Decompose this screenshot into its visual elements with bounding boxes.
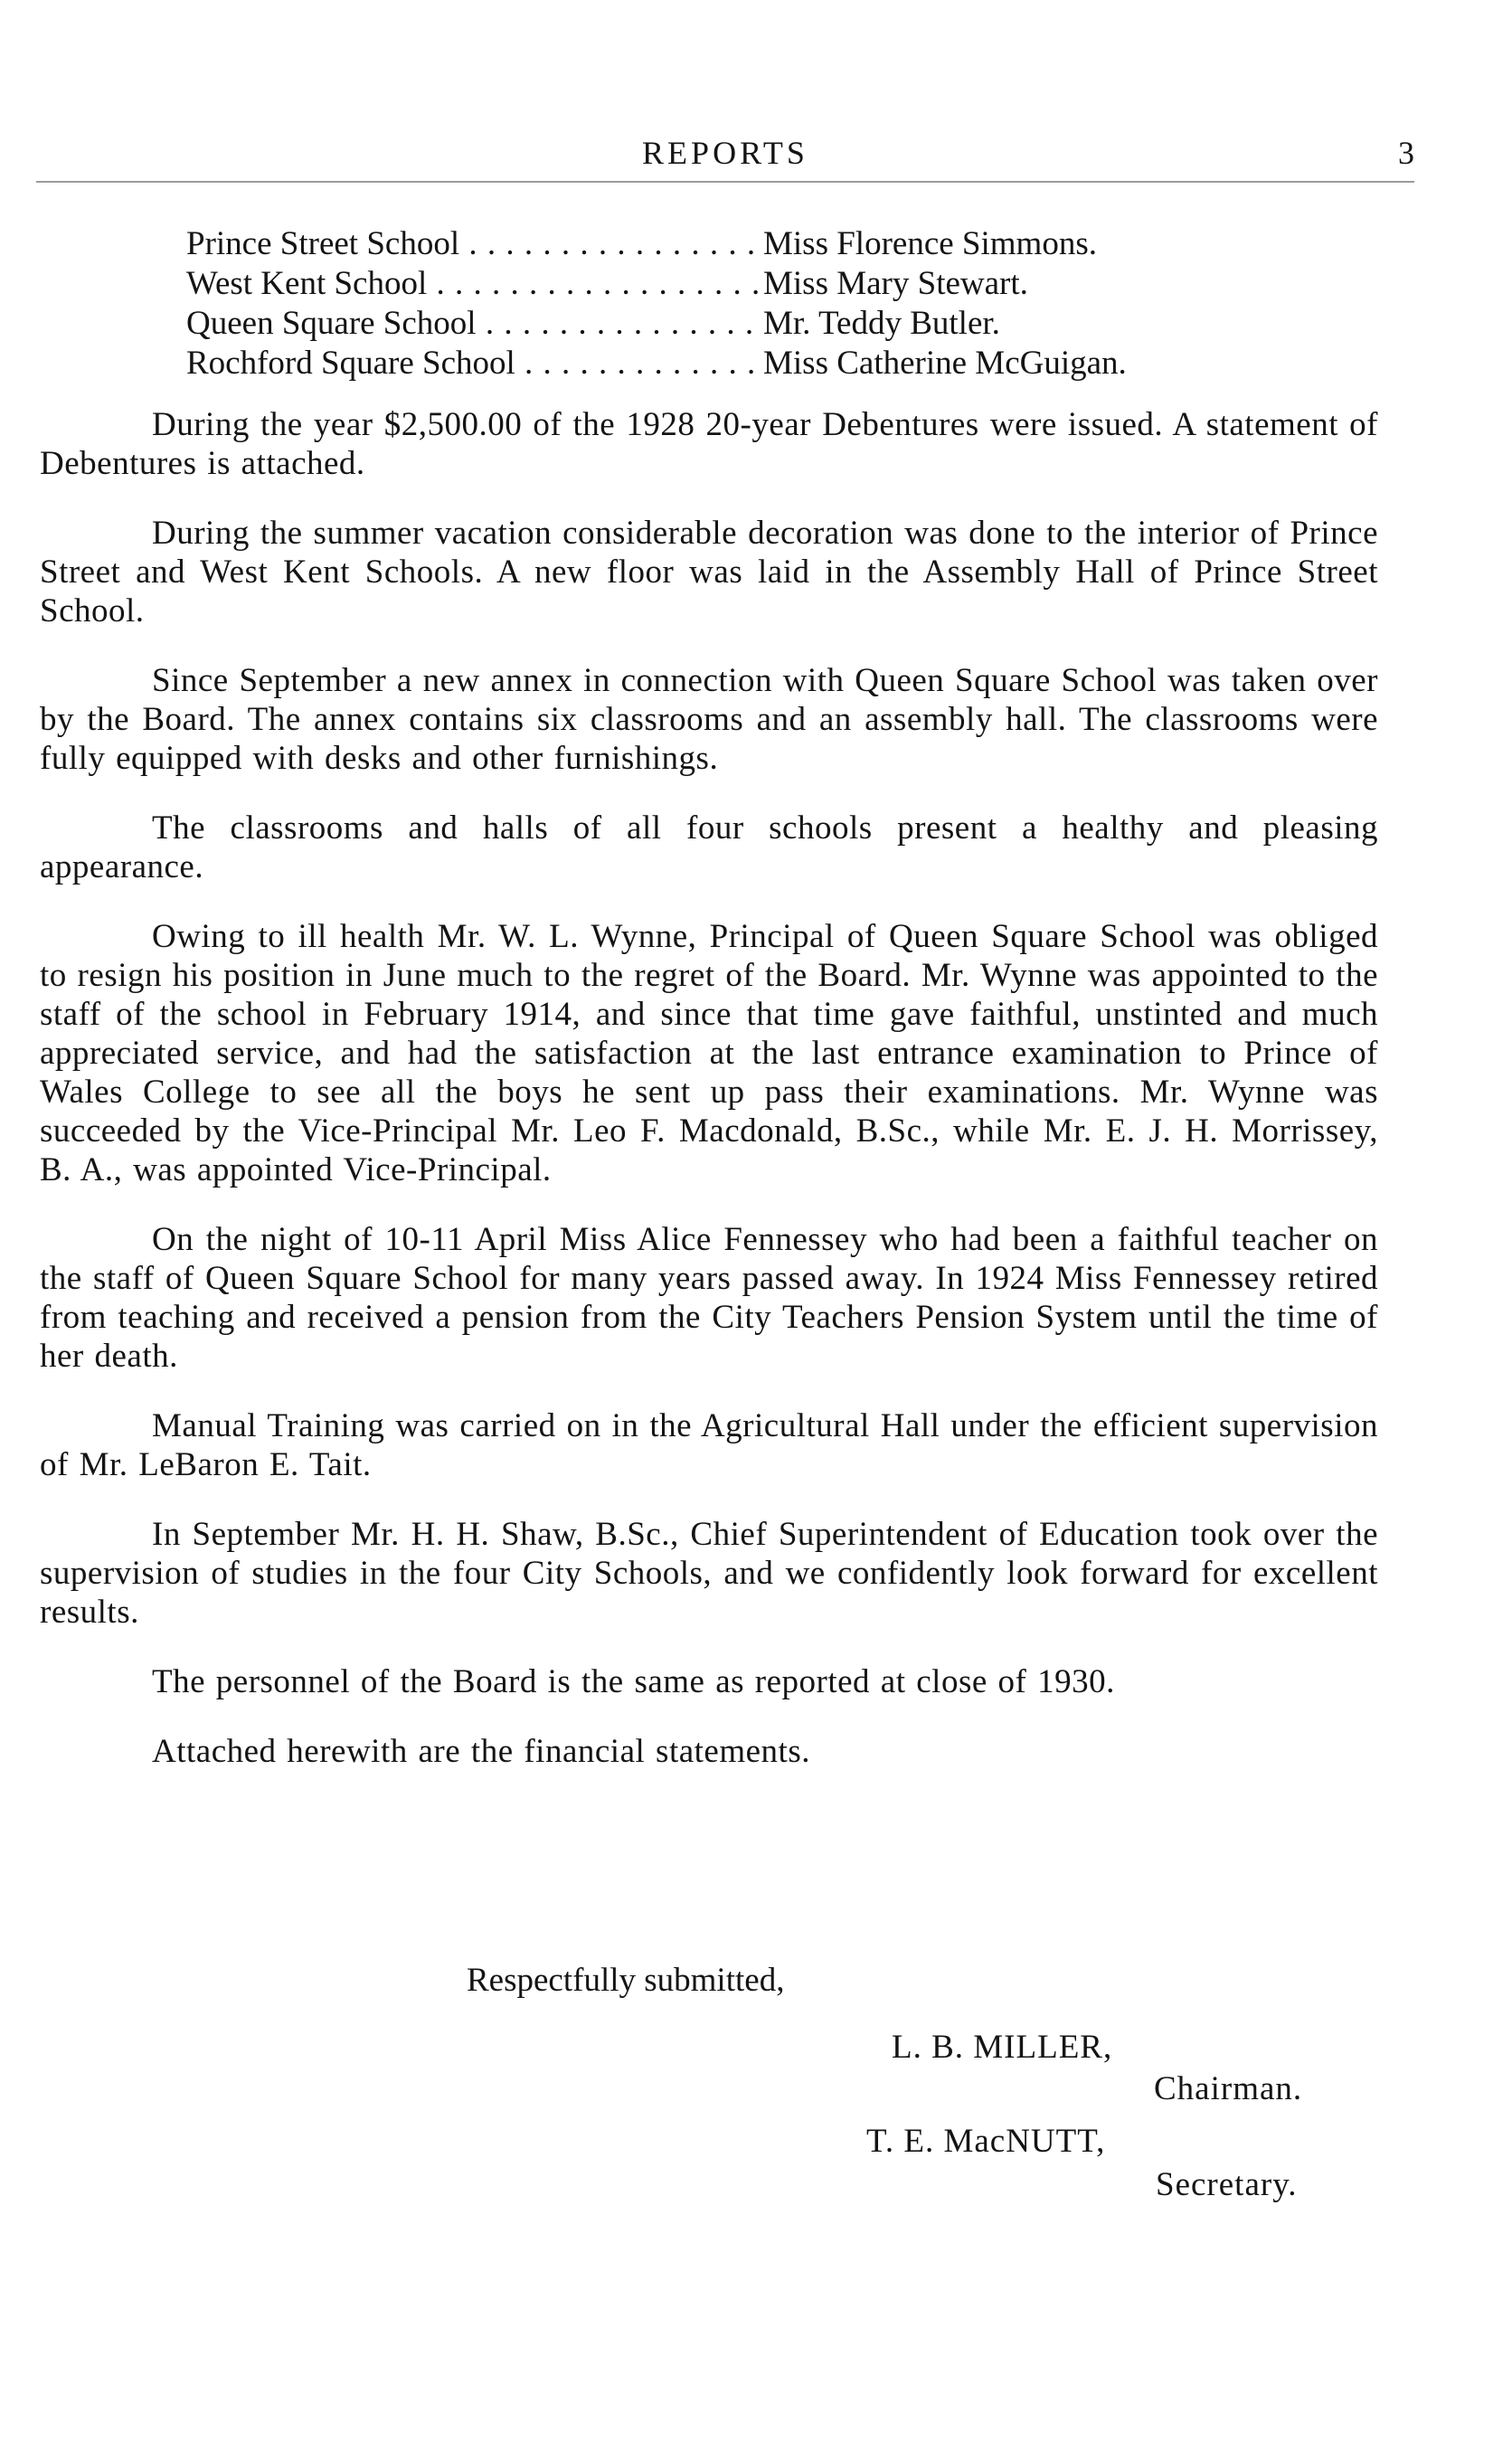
paragraph-fennessey: On the night of 10-11 April Miss Alice Fennessey who had been a faithful teacher on the staff of Queen Square School for many years passed away. In 1924 Miss Fennessey retired from teaching and received a pension from the City Teachers Pension System until the time of her death. [40,1221,1378,1375]
paragraph-appearance: The classrooms and halls of all four schools present a healthy and pleasing appearance. [40,809,1378,885]
paragraph-supervision: In September Mr. H. H. Shaw, B.Sc., Chief Superintendent of Education took over the supervision of studies in the four City Schools, and we confidently look forward for excellent results. [40,1516,1378,1631]
paragraph-debentures: During the year $2,500.00 of the 1928 20-year Debentures were issued. A statement of Debentures is attached. [40,406,1378,482]
header-rule [36,181,1414,183]
paragraph-wynne: Owing to ill health Mr. W. L. Wynne, Principal of Queen Square School was obliged to resign his position in June much to the regret of the Board. Mr. Wynne was appointed to the staff of the school in February 1914, and since that time gave faithful, unstinted and much appreciated service, and had the satisfaction at the last entrance examination to Prince of Wales College to see all the boys he sent up pass their examinations. Mr. Wynne was succeeded by the Vice-Principal Mr. Leo F. Macdonald, B.Sc., while Mr. E. J. H. Morrissey, B. A., was appointed Vice-Principal. [40,918,1378,1188]
school-name: Queen Square School . . . [186,304,758,344]
school-row [186,304,1127,344]
school-row [186,224,1127,264]
paragraph-statements: Attached herewith are the financial statements. [152,1733,810,1770]
running-head: REPORTS [642,135,808,171]
teacher-name: Mr. Teddy Butler. [763,305,1000,342]
teacher-name: Miss Catherine McGuigan. [763,345,1127,382]
teacher-name: Miss Mary Stewart. [763,265,1028,302]
school-name: West Kent School . . . [186,264,758,304]
signature-title: Secretary. [1156,2166,1298,2203]
paragraph-annex: Since September a new annex in connection with Queen Square School was taken over by the Board. The annex contains six classrooms and an assembly hall. The classrooms were fully equipped with desks and other furnishings. [40,662,1378,777]
signature-name: L. B. MILLER, [892,2029,1113,2066]
closing-line: Respectfully submitted, [467,1962,785,1999]
school-name: Prince Street School . . . [186,224,758,264]
school-name: Rochford Square School . . . [186,344,758,383]
school-row [186,264,1127,304]
paragraph-manual-training: Manual Training was carried on in the Agricultural Hall under the efficient supervision of Mr. LeBaron E. Tait. [40,1407,1378,1483]
school-list [186,224,1127,383]
page-number: 3 [1398,135,1414,171]
signature-title: Chairman. [1154,2070,1303,2107]
report-body [40,405,1378,1802]
school-row [186,344,1127,383]
paragraph-decoration: During the summer vacation considerable decoration was done to the interior of Prince Street and West Kent Schools. A new floor was laid in the Assembly Hall of Prince Street School. [40,515,1378,629]
teacher-name: Miss Florence Simmons. [763,225,1097,262]
signature-name: T. E. MacNUTT, [866,2123,1106,2160]
page-header [36,134,1414,172]
paragraph-personnel: The personnel of the Board is the same as reported at close of 1930. [152,1663,1115,1700]
